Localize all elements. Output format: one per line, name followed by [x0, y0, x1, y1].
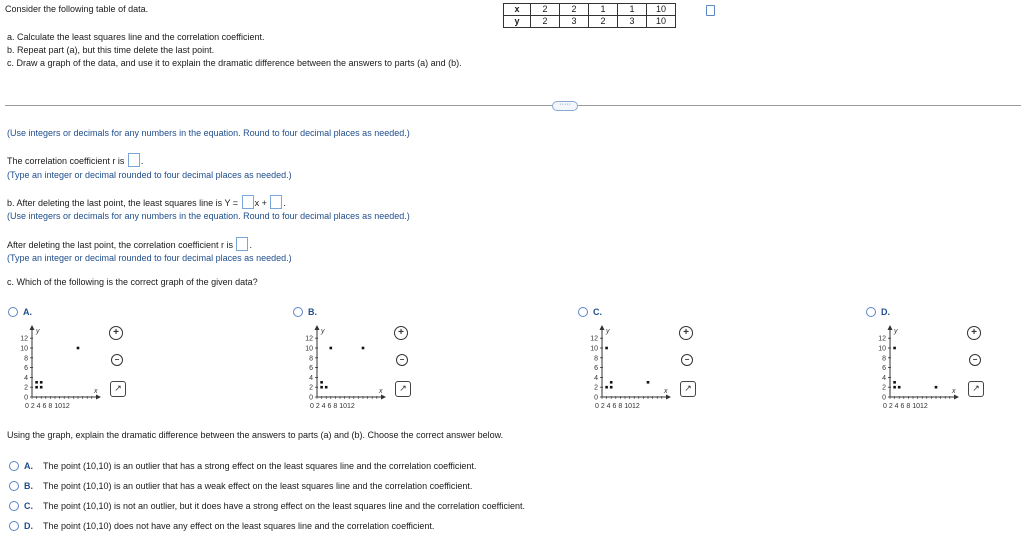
equation-hint: (Use integers or decimals for any numbers in the equation. Round to four decimal places as needed.): [7, 128, 410, 138]
y-tick-label: 6: [24, 365, 28, 373]
y-tick-label: 10: [878, 345, 886, 353]
x-axis-label: x: [379, 388, 383, 395]
y-tick-label: 4: [309, 374, 313, 382]
slope-input[interactable]: [242, 195, 254, 209]
explain-option-letter: C.: [24, 501, 33, 511]
correlation-b-row: [7, 237, 252, 251]
external-link-icon[interactable]: ↗: [680, 381, 696, 397]
graph-option-radio[interactable]: [8, 307, 18, 317]
y-tick-label: 4: [882, 374, 886, 382]
table-cell: 3: [618, 16, 647, 28]
explain-option-letter: A.: [24, 461, 33, 471]
data-point: [40, 381, 43, 384]
document-icon[interactable]: [706, 5, 715, 16]
y-tick-label: 6: [594, 365, 598, 373]
x-tick-labels: 0 2 4 6 8 1012: [310, 403, 355, 410]
x-axis-arrow: [96, 395, 101, 400]
graph-option-letter: C.: [593, 307, 602, 317]
integer-hint: (Type an integer or decimal rounded to four decimal places as needed.): [7, 170, 292, 180]
data-point: [647, 381, 650, 384]
correlation-row: [7, 153, 143, 167]
explain-option-text: The point (10,10) is an outlier that has a weak effect on the least squares line and the correlation coefficient.: [43, 481, 473, 491]
y-tick-label: 10: [305, 345, 313, 353]
data-point: [325, 386, 328, 389]
explain-option-text: The point (10,10) does not have any effect on the least squares line and the correlation coefficient.: [43, 521, 435, 531]
x-axis-label: x: [664, 388, 668, 395]
table-cell: 1: [618, 4, 647, 16]
y-axis-arrow: [888, 325, 893, 330]
table-header-y: y: [504, 16, 531, 28]
x-axis-arrow: [666, 395, 671, 400]
table-cell: 2: [531, 4, 560, 16]
x-tick-labels: 0 2 4 6 8 1012: [25, 403, 70, 410]
divider: [5, 105, 1021, 106]
y-axis-label: y: [36, 328, 40, 335]
data-point: [610, 386, 613, 389]
line-b-label: b. After deleting the last point, the least squares line is Y =: [7, 198, 239, 208]
y-tick-label: 0: [594, 394, 598, 402]
zoom-out-icon[interactable]: −: [681, 354, 693, 366]
intercept-input[interactable]: [270, 195, 282, 209]
y-tick-label: 12: [878, 335, 886, 343]
external-link-icon[interactable]: ↗: [110, 381, 126, 397]
y-tick-label: 10: [20, 345, 28, 353]
data-point: [330, 347, 333, 350]
zoom-out-icon[interactable]: −: [111, 354, 123, 366]
y-axis-label: y: [894, 328, 898, 335]
x-axis-label: x: [952, 388, 956, 395]
graph-option-radio[interactable]: [293, 307, 303, 317]
zoom-in-icon[interactable]: +: [679, 326, 693, 340]
table-cell: 2: [589, 16, 618, 28]
period-text: .: [283, 198, 286, 208]
data-point: [320, 386, 323, 389]
data-point: [77, 347, 80, 350]
y-tick-label: 2: [309, 384, 313, 392]
y-tick-label: 8: [882, 355, 886, 363]
zoom-out-icon[interactable]: −: [969, 354, 981, 366]
graph-option-letter: B.: [308, 307, 317, 317]
table-row-x: [504, 4, 676, 16]
graph-option-radio[interactable]: [578, 307, 588, 317]
y-tick-label: 8: [24, 355, 28, 363]
intro-text: Consider the following table of data.: [5, 4, 149, 14]
explain-prompt: Using the graph, explain the dramatic difference between the answers to parts (a) and (b). Choose the correct answer below.: [7, 430, 504, 440]
external-link-icon[interactable]: ↗: [968, 381, 984, 397]
table-row-y: [504, 16, 676, 28]
data-point: [605, 386, 608, 389]
explain-option-radio[interactable]: [9, 521, 19, 531]
zoom-in-icon[interactable]: +: [967, 326, 981, 340]
y-tick-label: 2: [594, 384, 598, 392]
show-more-button[interactable]: ·····: [552, 101, 578, 111]
line-b-row: [7, 195, 286, 209]
x-axis-label: x: [94, 388, 98, 395]
question-c: c. Which of the following is the correct graph of the given data?: [7, 277, 258, 287]
table-cell: 3: [560, 16, 589, 28]
y-tick-label: 2: [882, 384, 886, 392]
data-point: [35, 381, 38, 384]
x-plus-text: x +: [254, 198, 267, 208]
data-point: [893, 386, 896, 389]
part-b-text: b. Repeat part (a), but this time delete the last point.: [7, 45, 215, 55]
y-tick-label: 0: [882, 394, 886, 402]
graph-option-letter: D.: [881, 307, 890, 317]
part-a-text: a. Calculate the least squares line and the correlation coefficient.: [7, 32, 265, 42]
period-text: .: [140, 156, 144, 166]
zoom-out-icon[interactable]: −: [396, 354, 408, 366]
explain-option-letter: B.: [24, 481, 33, 491]
y-axis-arrow: [315, 325, 320, 330]
y-tick-label: 12: [590, 335, 598, 343]
y-axis-arrow: [30, 325, 35, 330]
table-cell: 10: [647, 4, 676, 16]
data-point: [898, 386, 901, 389]
correlation-input[interactable]: [128, 153, 140, 167]
explain-option-text: The point (10,10) is not an outlier, but it does have a strong effect on the least squares line and the correlation coefficient.: [43, 501, 525, 511]
explain-option-text: The point (10,10) is an outlier that has a strong effect on the least squares line and the correlation coefficient.: [43, 461, 477, 471]
correlation-b-label: After deleting the last point, the correlation coefficient r is: [7, 240, 233, 250]
correlation-label: The correlation coefficient r is: [7, 156, 125, 166]
data-point: [320, 381, 323, 384]
y-tick-label: 4: [24, 374, 28, 382]
y-tick-label: 0: [24, 394, 28, 402]
y-axis-label: y: [321, 328, 325, 335]
y-tick-label: 8: [309, 355, 313, 363]
equation-hint-b: (Use integers or decimals for any numbers in the equation. Round to four decimal places as needed.): [7, 211, 410, 221]
y-tick-label: 2: [24, 384, 28, 392]
correlation-b-input[interactable]: [236, 237, 248, 251]
zoom-in-icon[interactable]: +: [109, 326, 123, 340]
explain-option-radio[interactable]: [9, 481, 19, 491]
y-tick-label: 8: [594, 355, 598, 363]
graph-option-letter: A.: [23, 307, 32, 317]
data-point: [362, 347, 365, 350]
data-point: [605, 347, 608, 350]
x-tick-labels: 0 2 4 6 8 1012: [883, 403, 928, 410]
y-tick-label: 12: [20, 335, 28, 343]
data-point: [935, 386, 938, 389]
graph-option-radio[interactable]: [866, 307, 876, 317]
part-c-text: c. Draw a graph of the data, and use it to explain the dramatic difference between the answers to parts (a) and (b).: [7, 58, 462, 68]
y-axis-label: y: [606, 328, 610, 335]
y-tick-label: 10: [590, 345, 598, 353]
y-tick-label: 0: [309, 394, 313, 402]
external-link-icon[interactable]: ↗: [395, 381, 411, 397]
data-point: [35, 386, 38, 389]
data-point: [893, 347, 896, 350]
x-axis-arrow: [954, 395, 959, 400]
explain-option-radio[interactable]: [9, 461, 19, 471]
table-header-x: x: [504, 4, 531, 16]
table-cell: 2: [560, 4, 589, 16]
y-tick-label: 12: [305, 335, 313, 343]
data-table: [503, 3, 676, 28]
data-point: [893, 381, 896, 384]
data-point: [40, 386, 43, 389]
x-tick-labels: 0 2 4 6 8 1012: [595, 403, 640, 410]
zoom-in-icon[interactable]: +: [394, 326, 408, 340]
y-axis-arrow: [600, 325, 605, 330]
y-tick-label: 4: [594, 374, 598, 382]
table-cell: 10: [647, 16, 676, 28]
data-point: [610, 381, 613, 384]
y-tick-label: 6: [882, 365, 886, 373]
integer-hint-b: (Type an integer or decimal rounded to four decimal places as needed.): [7, 253, 292, 263]
y-tick-label: 6: [309, 365, 313, 373]
x-axis-arrow: [381, 395, 386, 400]
table-cell: 1: [589, 4, 618, 16]
explain-option-letter: D.: [24, 521, 33, 531]
table-cell: 2: [531, 16, 560, 28]
explain-option-radio[interactable]: [9, 501, 19, 511]
period-text: .: [249, 240, 252, 250]
